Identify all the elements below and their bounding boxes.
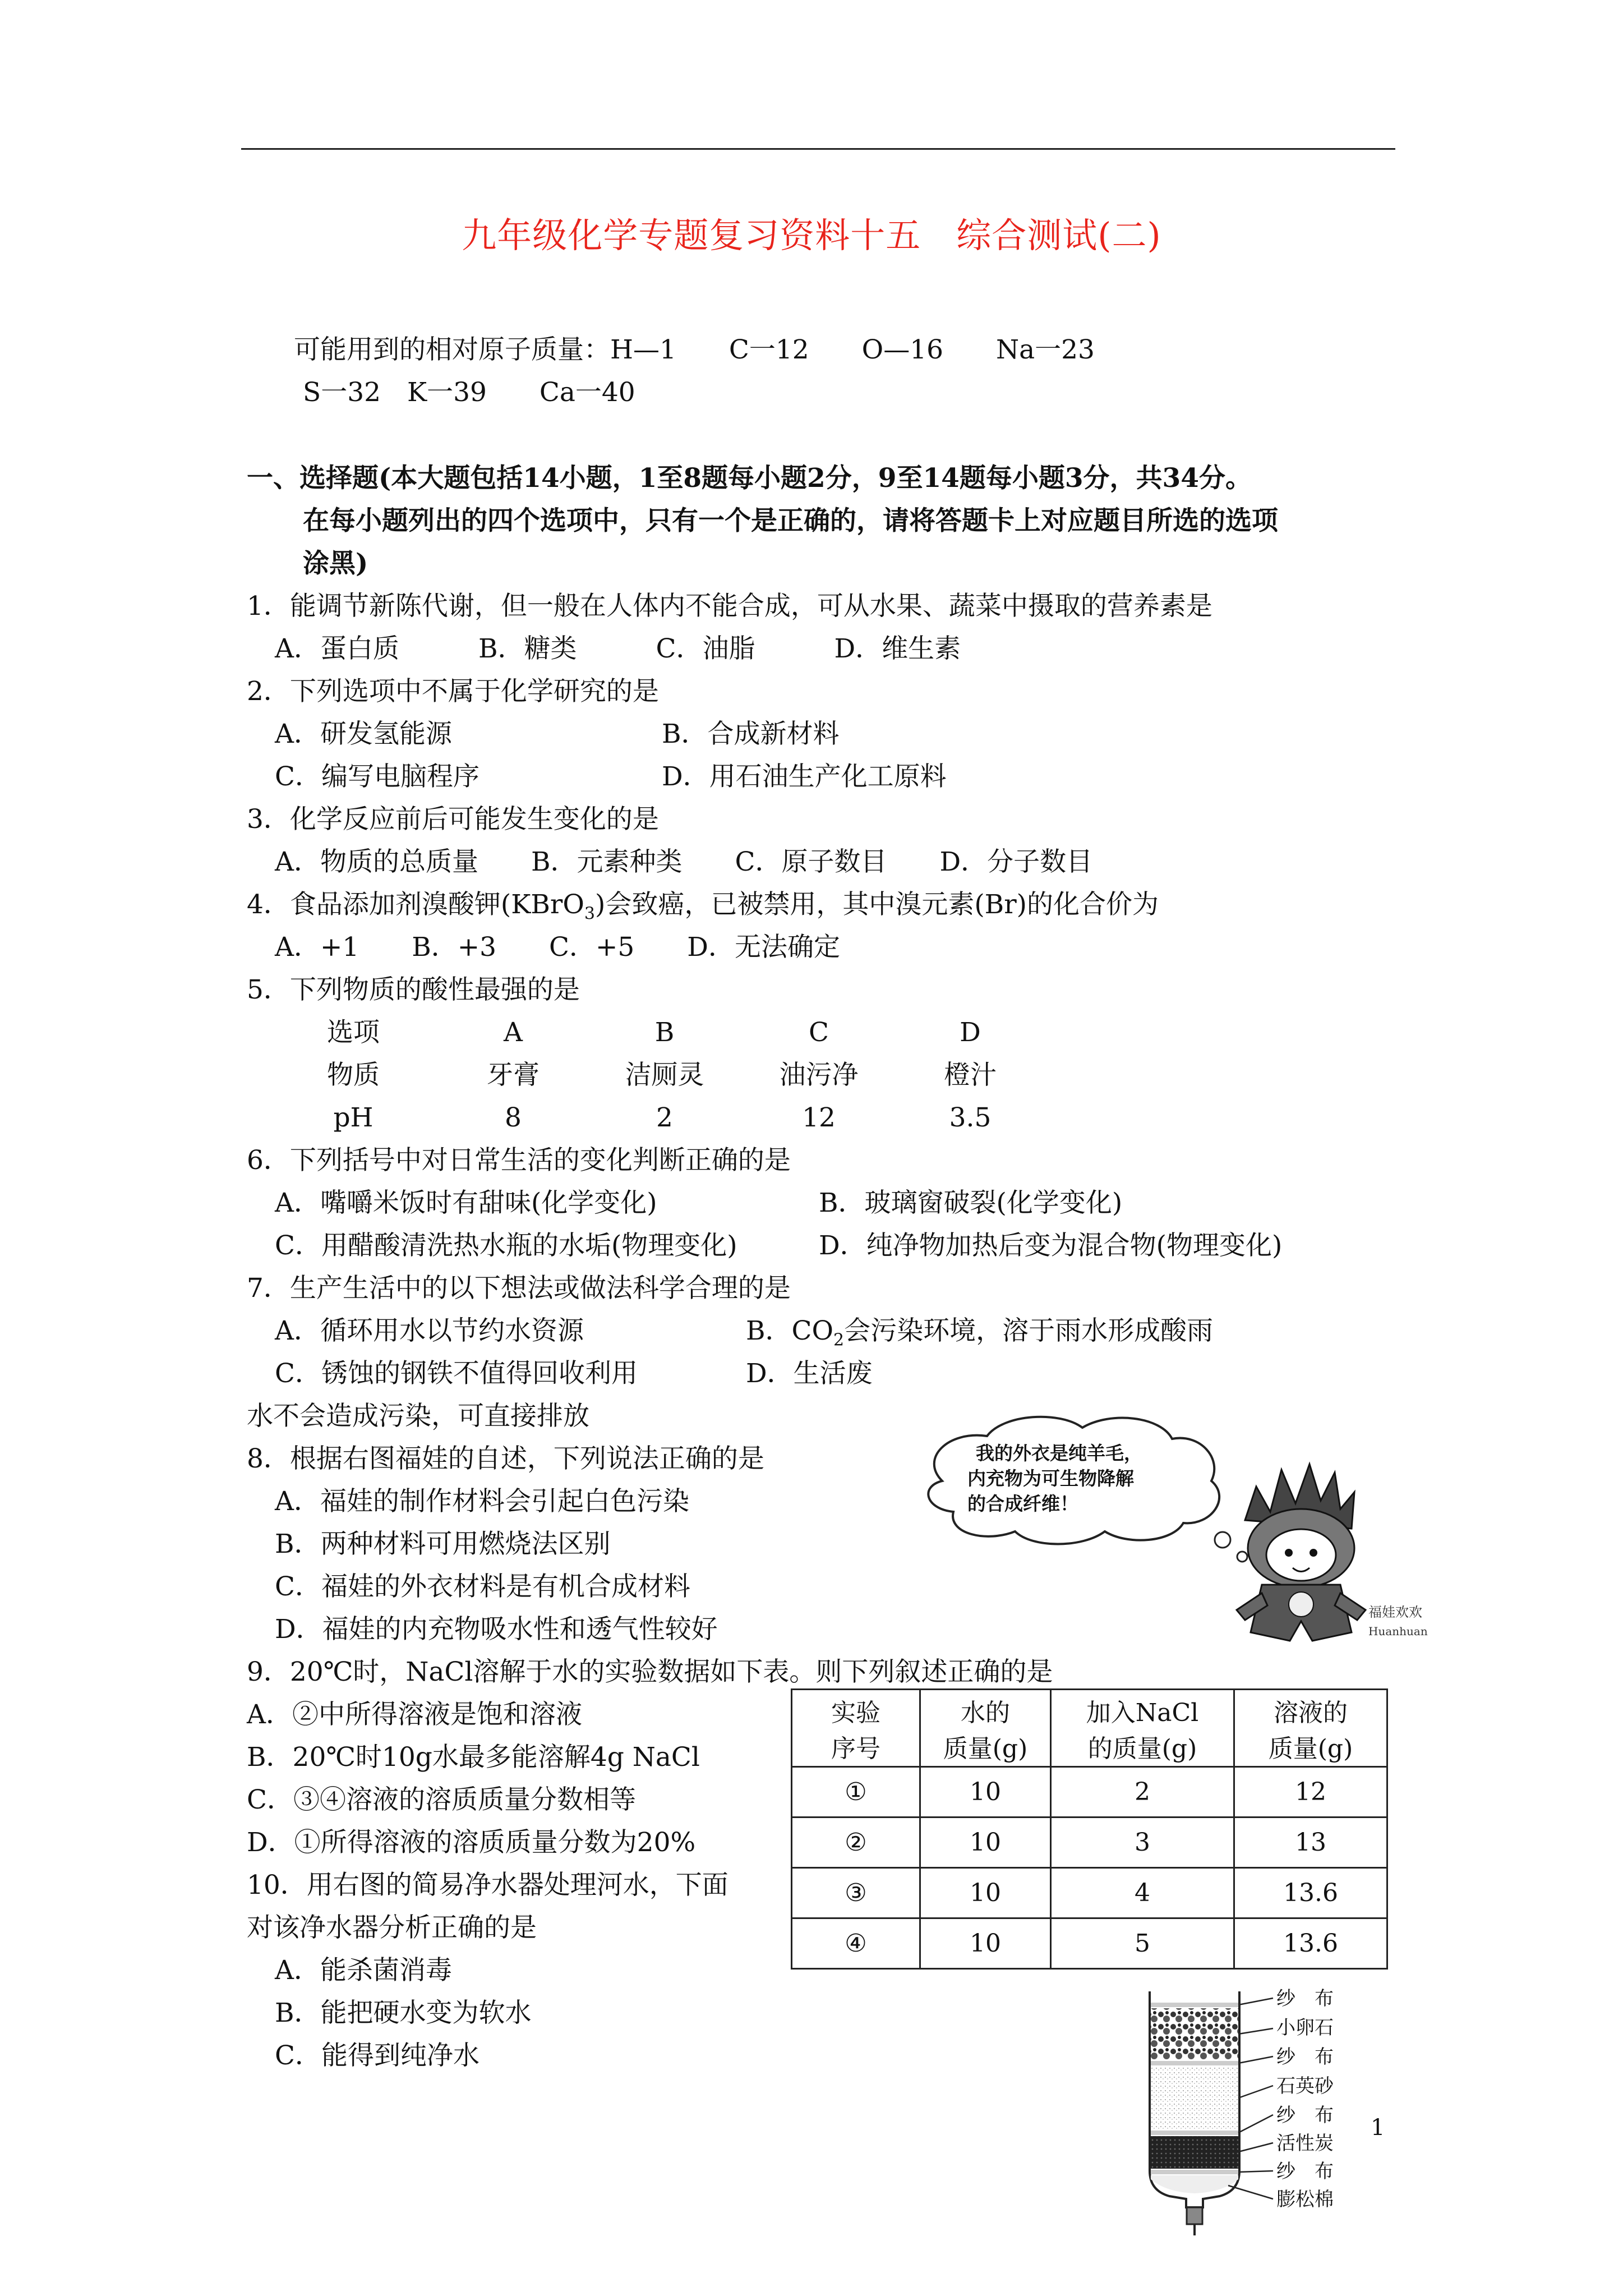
q8-option-d: D．福娃的内充物吸水性和透气性较好 <box>275 1614 718 1645</box>
ph-table-header-cell: C <box>809 1017 829 1048</box>
ph-table-cell: 3.5 <box>949 1102 992 1133</box>
page-title: 九年级化学专题复习资料十五 综合测试(二) <box>462 215 1161 256</box>
q2-option-a: A．研发氢能源 <box>275 719 452 749</box>
gauze-layer <box>1151 2131 1238 2135</box>
table-cell: 13.6 <box>1234 1868 1387 1918</box>
q9-data-table <box>791 1688 1388 1970</box>
q9-option-c: C．③④溶液的溶质质量分数相等 <box>247 1784 636 1815</box>
table-cell: 12 <box>1234 1767 1387 1818</box>
table-header-cell: 实验 序号 <box>792 1690 920 1767</box>
q8-stem: 8．根据右图福娃的自述，下列说法正确的是 <box>247 1443 764 1474</box>
q2-option-d: D．用石油生产化工原料 <box>662 761 947 792</box>
gauze-layer <box>1151 2061 1238 2065</box>
ph-table-header-cell: A <box>504 1017 523 1048</box>
q8-option-a: A．福娃的制作材料会引起白色污染 <box>275 1486 689 1517</box>
page-number: 1 <box>1371 2115 1385 2141</box>
q3-options: A．物质的总质量 B．元素种类 C．原子数目 D．分子数目 <box>275 846 1093 877</box>
atomic-mass-line-1: 可能用到的相对原子质量：H—1 C一12 O—16 Na一23 <box>294 334 1095 365</box>
q10-stem-1: 10．用右图的简易净水器处理河水，下面 <box>247 1870 728 1901</box>
label-pebbles: 小卵石 <box>1276 2017 1334 2039</box>
ph-table-header-cell: D <box>960 1017 981 1048</box>
fuwa-figure <box>909 1408 1428 1655</box>
table-row <box>792 1918 1387 1969</box>
ph-table-header-cell: 选项 <box>327 1017 380 1048</box>
table-cell: 10 <box>920 1818 1051 1868</box>
pebble-layer <box>1151 2008 1238 2060</box>
table-row <box>792 1767 1387 1818</box>
q7-option-a: A．循环用水以节约水资源 <box>275 1315 584 1346</box>
table-cell: ④ <box>792 1918 920 1969</box>
section-heading-line-2: 在每小题列出的四个选项中，只有一个是正确的，请将答题卡上对应题目所选的选项 <box>303 505 1278 536</box>
q3-stem: 3．化学反应前后可能发生变化的是 <box>247 804 659 835</box>
q2-stem: 2．下列选项中不属于化学研究的是 <box>247 676 659 707</box>
ph-table-cell: 12 <box>802 1102 836 1133</box>
q9-stem: 9．20℃时，NaCl溶解于水的实验数据如下表。则下列叙述正确的是 <box>247 1657 1053 1687</box>
cotton-layer <box>1151 2175 1238 2193</box>
q10-option-b: B．能把硬水变为软水 <box>275 1998 532 2028</box>
table-cell: 13 <box>1234 1818 1387 1868</box>
q4-stem: 4．食品添加剂溴酸钾(KBrO$_3$)会致癌，已被禁用，其中溴元素(Br)的化合价为 <box>247 889 1159 924</box>
q6-option-b: B．玻璃窗破裂(化学变化) <box>819 1188 1123 1218</box>
section-heading-line-1: 一、选择题(本大题包括14小题，1至8题每小题2分，9至14题每小题3分，共34分。 <box>247 463 1252 494</box>
label-cotton: 膨松棉 <box>1276 2188 1334 2211</box>
q9-option-a: A．②中所得溶液是饱和溶液 <box>247 1699 582 1730</box>
q8-option-b: B．两种材料可用燃烧法区别 <box>275 1529 611 1559</box>
q9-option-b: B．20℃时10g水最多能溶解4g NaCl <box>247 1742 700 1773</box>
label-gauze-1: 纱 布 <box>1276 1987 1334 2010</box>
table-cell: 5 <box>1051 1918 1234 1969</box>
bubble-line-3: 的合成纤维！ <box>967 1493 1078 1515</box>
ph-table-cell: 8 <box>505 1102 522 1133</box>
table-row <box>792 1818 1387 1868</box>
label-quartz-sand: 石英砂 <box>1276 2075 1334 2097</box>
q4-options: A．+1 B．+3 C．+5 D．无法确定 <box>275 932 840 963</box>
ph-table-cell: 2 <box>656 1102 673 1133</box>
table-cell: ② <box>792 1818 920 1868</box>
gauze-layer <box>1151 2170 1238 2174</box>
label-activated-carbon: 活性炭 <box>1276 2132 1334 2155</box>
q6-option-a: A．嘴嚼米饭时有甜味(化学变化) <box>275 1188 657 1218</box>
q2-option-c: C．编写电脑程序 <box>275 761 479 792</box>
table-cell: 10 <box>920 1868 1051 1918</box>
bubble-line-1: 我的外衣是纯羊毛， <box>976 1442 1142 1464</box>
table-row <box>792 1868 1387 1918</box>
q7-option-b: B．$CO_2$会污染环境，溶于雨水形成酸雨 <box>746 1315 1214 1350</box>
q6-option-d: D．纯净物加热后变为混合物(物理变化) <box>819 1230 1283 1261</box>
ph-table-cell: 物质 <box>327 1060 380 1091</box>
table-cell: 10 <box>920 1918 1051 1969</box>
q10-option-a: A．能杀菌消毒 <box>275 1955 452 1986</box>
section-heading-line-3: 涂黑) <box>303 548 368 579</box>
table-cell: 3 <box>1051 1818 1234 1868</box>
ph-table-header-cell: B <box>654 1017 675 1048</box>
table-cell: 4 <box>1051 1868 1234 1918</box>
table-cell: ③ <box>792 1868 920 1918</box>
atomic-mass-line-2: S一32 K一39 Ca一40 <box>303 377 635 408</box>
table-cell: ① <box>792 1767 920 1818</box>
table-header-cell: 溶液的 质量(g) <box>1234 1690 1387 1767</box>
label-gauze-4: 纱 布 <box>1276 2160 1334 2183</box>
q10-stem-2: 对该净水器分析正确的是 <box>247 1912 537 1943</box>
ph-table-cell: 橙汁 <box>944 1060 997 1091</box>
q7-option-c: C．锈蚀的钢铁不值得回收利用 <box>275 1358 638 1389</box>
q2-option-b: B．合成新材料 <box>662 719 840 749</box>
bubble-line-2: 内充物为可生物降解 <box>967 1467 1134 1489</box>
quartz-sand-layer <box>1151 2067 1238 2129</box>
label-gauze-2: 纱 布 <box>1276 2046 1334 2068</box>
ph-table-cell: 牙膏 <box>487 1060 540 1091</box>
water-filter-diagram <box>1133 1986 1368 2238</box>
q1-stem: 1．能调节新陈代谢，但一般在人体内不能合成，可从水果、蔬菜中摄取的营养素是 <box>247 591 1212 622</box>
q5-stem: 5．下列物质的酸性最强的是 <box>247 974 580 1005</box>
gauze-layer <box>1151 2003 1238 2007</box>
fuwa-illustration <box>909 1408 1428 1655</box>
fuwa-signature-latin: Huanhuan <box>1368 1625 1428 1638</box>
table-cell: 13.6 <box>1234 1918 1387 1969</box>
activated-carbon-layer <box>1151 2136 1238 2169</box>
q7-option-d: D．生活废 <box>746 1358 873 1389</box>
q1-options: A．蛋白质 B．糖类 C．油脂 D．维生素 <box>275 633 961 664</box>
fuwa-signature: 福娃欢欢 <box>1368 1604 1422 1620</box>
table-header-cell: 水的 质量(g) <box>920 1690 1051 1767</box>
q9-option-d: D．①所得溶液的溶质质量分数为20% <box>247 1827 696 1858</box>
table-cell: 2 <box>1051 1767 1234 1818</box>
table-header-cell: 加入NaCl 的质量(g) <box>1051 1690 1234 1767</box>
ph-table-cell: 洁厕灵 <box>625 1060 704 1091</box>
q7-option-d-continued: 水不会造成污染，可直接排放 <box>247 1401 589 1432</box>
q10-option-c: C．能得到纯净水 <box>275 2040 479 2071</box>
ph-table-cell: pH <box>333 1102 374 1133</box>
q8-option-c: C．福娃的外衣材料是有机合成材料 <box>275 1571 690 1602</box>
header-rule <box>241 148 1395 150</box>
label-gauze-3: 纱 布 <box>1276 2104 1334 2127</box>
ph-table-cell: 油污净 <box>779 1060 859 1091</box>
q6-stem: 6．下列括号中对日常生活的变化判断正确的是 <box>247 1145 791 1176</box>
q7-stem: 7．生产生活中的以下想法或做法科学合理的是 <box>247 1273 791 1304</box>
table-cell: 10 <box>920 1767 1051 1818</box>
q6-option-c: C．用醋酸清洗热水瓶的水垢(物理变化) <box>275 1230 737 1261</box>
